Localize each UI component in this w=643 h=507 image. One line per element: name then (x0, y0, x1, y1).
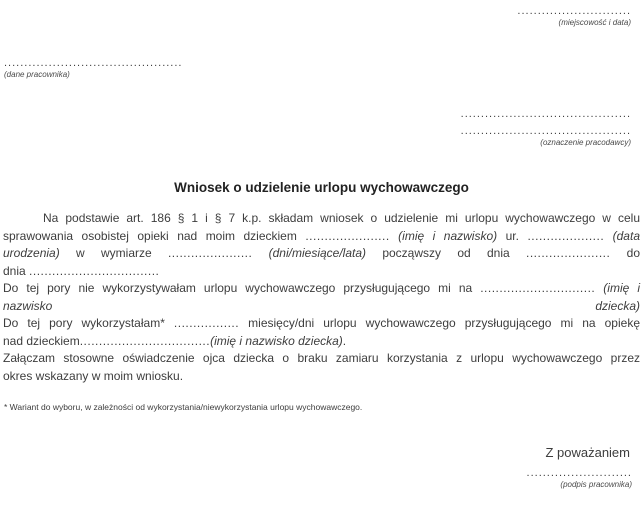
employer-block (3, 108, 640, 148)
closing-phrase: Z poważaniem (545, 445, 630, 460)
fill-in-dots: ................. (173, 316, 240, 330)
signature-block (3, 445, 640, 490)
fill-in-dots: .................................. (79, 333, 211, 348)
body-line: Do tej pory nie wykorzystywałam urlopu wychowawczego przysługującego mi na .............................. (imię i (3, 281, 640, 295)
body-line: okres wskazany w moim wniosku. (3, 368, 184, 383)
place-date-block (3, 5, 640, 28)
body-paragraph (3, 210, 640, 385)
fill-in-dots: .................... (527, 228, 605, 243)
employer-caption: (oznaczenie pracodawcy) (540, 138, 631, 147)
body-line: urodzenia) w wymiarze ...................... (dni/miesiące/lata) począwszy od dnia ...................... do (3, 246, 640, 260)
footnote: * Wariant do wyboru, w zależności od wykorzystania/niewykorzystania urlopu wychowawczego. (4, 402, 363, 412)
employee-data-block (3, 57, 640, 80)
place-date-line: ............................ (517, 5, 631, 17)
employer-line-1: .......................................... (460, 108, 631, 120)
fill-in-dots: .................................. (29, 263, 160, 278)
fill-in-dots: ...................... (525, 246, 611, 260)
signature-caption: (podpis pracownika) (560, 480, 632, 489)
body-line: nazwisko dziecka) (3, 298, 640, 313)
fill-in-dots: ...................... (305, 228, 390, 243)
fill-in-dots: ...................... (167, 246, 253, 260)
employee-data-caption: (dane pracownika) (4, 70, 70, 79)
employee-data-line: ............................................ (4, 57, 183, 69)
body-line: Do tej pory wykorzystałam* ................. miesięcy/dni urlopu wychowawczego przysługującego mi na opiekę (3, 316, 640, 330)
body-line: sprawowania osobistej opieki nad moim dzieckiem ...................... (imię i nazwisko) ur. .................... (data (3, 228, 640, 243)
document-title: Wniosek o udzielenie urlopu wychowawczego (174, 180, 469, 195)
signature-line: .......................... (526, 467, 632, 479)
body-line: Załączam stosowne oświadczenie ojca dziecka o braku zamiaru korzystania z urlopu wychowawczego przez (3, 351, 640, 365)
employer-line-2: .......................................... (460, 125, 631, 137)
body-line: nad dzieckiem..................................(imię i nazwisko dziecka). (3, 333, 347, 348)
place-date-caption: (miejscowość i data) (558, 18, 631, 27)
fill-in-dots: .............................. (480, 281, 596, 295)
body-line: Na podstawie art. 186 § 1 i § 7 k.p. składam wniosek o udzielenie mi urlopu wychowawczego w celu (43, 211, 640, 225)
body-line: dnia .................................. (3, 263, 160, 278)
